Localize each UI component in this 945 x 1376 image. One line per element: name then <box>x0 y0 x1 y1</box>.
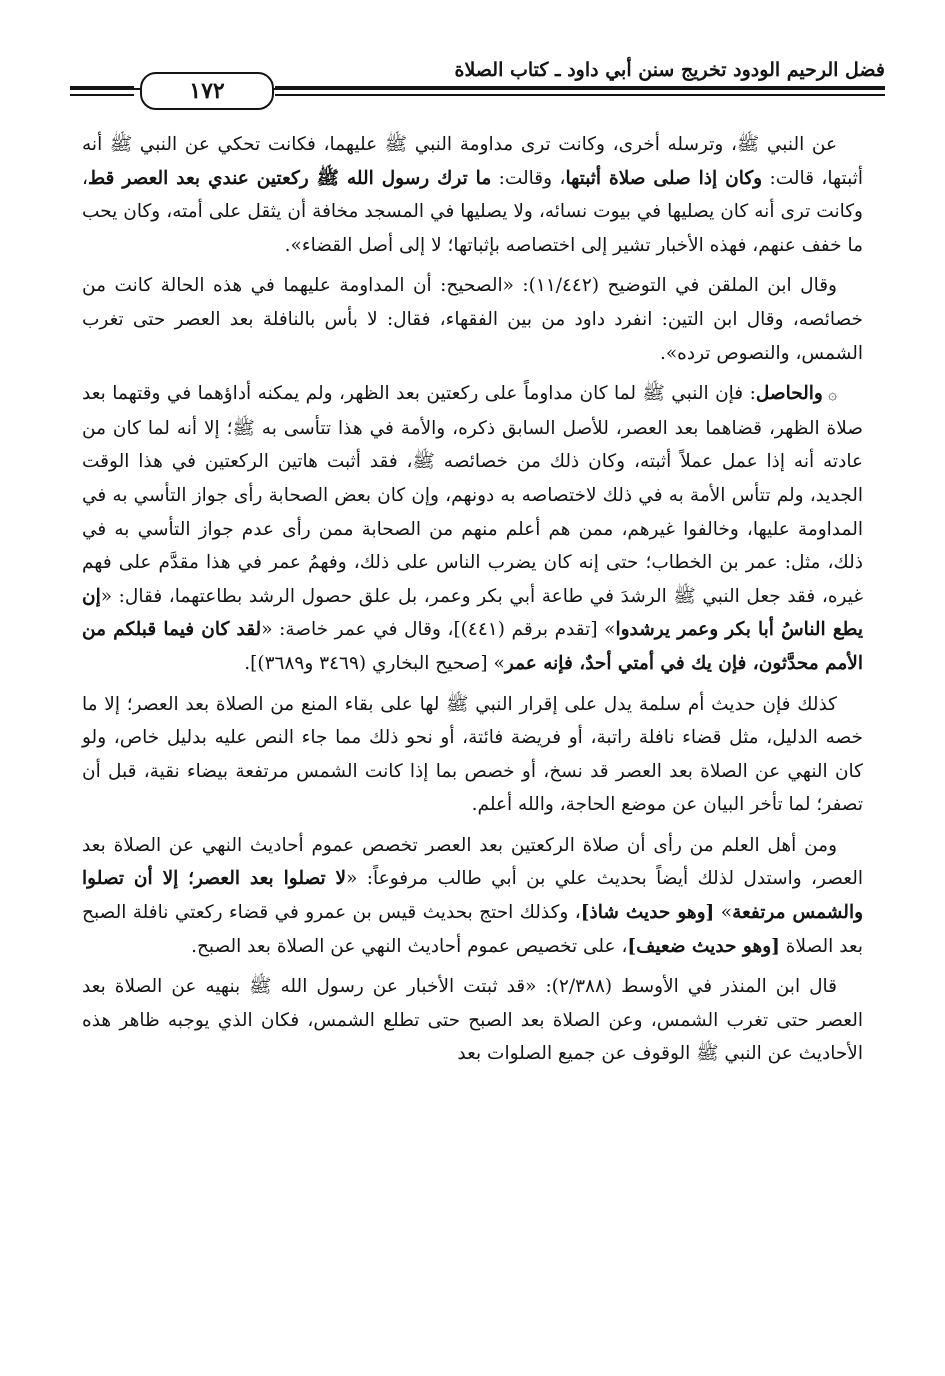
paragraph <box>82 688 863 822</box>
bold-text: لا تصلوا بعد العصر؛ إلا أن تصلوا والشمس مرتفعة <box>82 868 864 924</box>
paragraph <box>82 377 863 680</box>
bold-text: وكان إذا صلى صلاة أثبتها <box>565 167 763 189</box>
paragraph <box>82 269 863 370</box>
text-run: عن النبي ﷺ، وترسله أخرى، وكانت ترى مداومة النبي ﷺ عليهما، فكانت تحكي عن النبي ﷺ أنه أثبتها، قالت: <box>82 134 863 189</box>
bold-text: لقد كان فيما قبلكم من الأمم محدَّثون، فإن يك في أمتي أحدٌ، فإنه عمر <box>82 619 863 674</box>
text-run: » [تقدم برقم (٤٤١)]، وقال في عمر خاصة: « <box>261 619 616 641</box>
ornament-line-right <box>275 86 885 96</box>
page-number: ١٧٢ <box>140 72 274 110</box>
text-run: ، على تخصيص عموم أحاديث النهي عن الصلاة بعد الصبح. <box>191 935 628 957</box>
text-run: : فإن النبي ﷺ لما كان مداوماً على ركعتين بعد الظهر، ولم يمكنه أداؤهما في وقتهما بعد صلاة الظهر، قضاهما بعد العصر، للأصل السابق ذكره، والأمة في هذا تتأسى به ﷺ؛ إلا أنه لما كان من عادته أنه إذا عمل عملاً أثبته، وكان ذلك من خصائصه ﷺ، فقد أثبت هاتين الركعتين في هذا الوقت الجديد، ولم تتأس الأمة به في ذلك لاختصاصه به دونهم، وإن كان بعض الصحابة رأى جواز التأسي به في المداومة عليها، وخالفوا غيرهم، ممن هم أعلم منهم من الصحابة ممن رأى عدم جواز التأسي به في ذلك، مثل: عمر بن الخطاب؛ حتى إنه كان يضرب الناس على ذلك، وفهمُ عمر في هذا مقدَّم على فهم غيره، فقد جعل النبي ﷺ الرشدَ في طاعة أبي بكر وعمر، بل علق حصول الرشد بطاعتهما، فقال: « <box>82 383 863 607</box>
page-number-bar <box>70 70 885 110</box>
bold-text: ما ترك رسول الله ﷺ ركعتين عندي بعد العصر قط <box>87 167 492 189</box>
paragraph <box>82 970 863 1071</box>
text-run: ، وكذلك احتج بحديث قيس بن عمرو في قضاء ركعتي نافلة الصبح بعد الصلاة <box>82 902 863 957</box>
paragraph <box>82 829 863 963</box>
running-title: فضل الرحيم الودود تخريج سنن أبي داود ـ كتاب الصلاة <box>454 59 885 81</box>
bold-text: [وهو حديث شاذ] <box>580 902 715 924</box>
text-run: ومن أهل العلم من رأى أن صلاة الركعتين بعد العصر تخصص عموم أحاديث النهي عن الصلاة بعد العصر، واستدل لذلك أيضاً بحديث علي بن أبي طالب مرفوعاً: « <box>82 834 863 890</box>
text-run: وقال ابن الملقن في التوضيح (١١/٤٤٢): «الصحيح: أن المداومة عليهما في هذه الحالة كانت من خصائصه، وقال ابن التين: انفرد داود من بين الفقهاء، فقال: لا بأس بالنافلة بعد العصر حتى تغرب الشمس، والنصوص ترده». <box>82 275 863 364</box>
body-text <box>82 128 863 1078</box>
paragraph <box>82 128 863 262</box>
bold-text: [وهو حديث ضعيف] <box>627 935 780 957</box>
text-run: » [صحيح البخاري (٣٤٦٩ و٣٦٨٩)]. <box>244 652 505 674</box>
bold-text: إن يطع الناسُ أبا بكر وعمر يرشدوا <box>82 585 864 641</box>
text-run: قال ابن المنذر في الأوسط (٢/٣٨٨): «قد ثبتت الأخبار عن رسول الله ﷺ بنهيه عن الصلاة بعد العصر حتى تغرب الشمس، وعن الصلاة بعد الصبح حتى تطلع الشمس، فكان الذي يوجبه ظاهر هذه الأحاديث عن النبي ﷺ الوقوف عن جميع الصلوات بعد <box>82 976 863 1065</box>
text-run: ، وقالت: <box>491 167 566 189</box>
text-run: ، وكانت ترى أنه كان يصليها في بيوت نسائه، ولا يصليها في المسجد مخافة أن يثقل على أمته، وكان يحب ما خفف عنهم، فهذه الأخبار تشير إلى اختصاصه بإثباتها؛ لا إلى أصل القضاء». <box>82 167 863 256</box>
paragraph-ornament-icon: ۞ <box>822 385 837 404</box>
ornament-line-left <box>70 86 134 96</box>
text-run: » <box>714 902 733 924</box>
bold-text: والحاصل <box>755 383 823 405</box>
text-run: كذلك فإن حديث أم سلمة يدل على إقرار النبي ﷺ لها على بقاء المنع من الصلاة بعد العصر؛ إلا ما خصه الدليل، مثل قضاء نافلة راتبة، أو فريضة فائتة، أو نحو ذلك مما جاء النص عليه بدليل خاص، ولو كان النهي عن الصلاة بعد العصر قد نسخ، أو خصص بما إذا كانت الشمس مرتفعة بيضاء نقية، قبل أن تصفر؛ لما تأخر البيان عن موضع الحاجة، والله أعلم. <box>82 693 863 816</box>
